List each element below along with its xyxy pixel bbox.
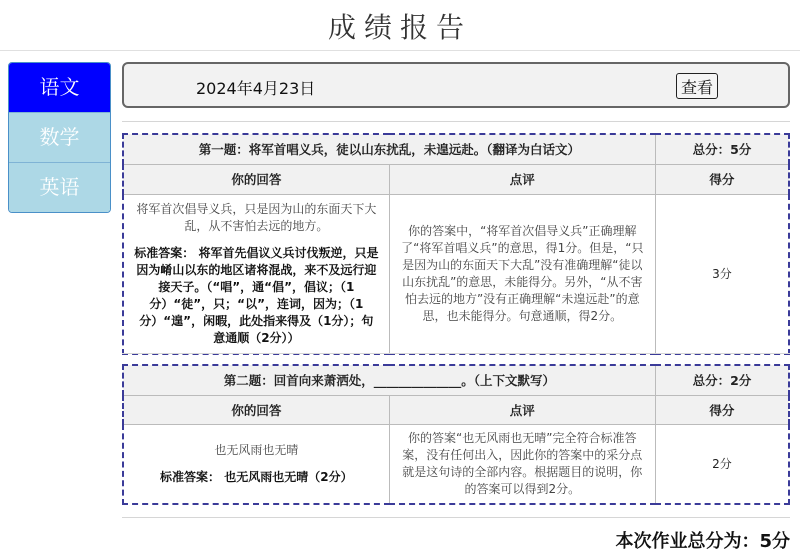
sidebar-item-chinese[interactable]: 语文 [9,63,110,113]
standard-answer-text: 也无风雨也无晴（2分） [224,469,353,484]
comment-cell: 你的答案“也无风雨也无晴”完全符合标准答案，没有任何出入，因此你的答案中的采分点就是这句诗的全部内容。根据题目的说明，你的答案可以得到2分。 [389,424,655,504]
date-bar [122,62,790,108]
divider [122,353,790,354]
column-header-answer: 你的回答 [123,164,389,194]
date-display: 2024年4月23日 [196,79,316,98]
question-total: 总分：2分 [655,365,789,395]
question-total: 总分：5分 [655,134,789,164]
column-header-comment: 点评 [389,164,655,194]
page-title: 成绩报告 [327,11,472,44]
score-cell: 3分 [655,194,789,354]
standard-answer [134,245,379,347]
question-card-2 [122,364,790,505]
column-header-answer: 你的回答 [123,395,389,424]
question-title: 第一题：将军首唱义兵，徒以山东扰乱，未遑远赴。（翻译为白话文） [123,134,655,164]
column-header-comment: 点评 [389,395,655,424]
student-answer: 也无风雨也无晴 [214,442,299,457]
assignment-total-score: 本次作业总分为：5分 [615,531,790,552]
standard-answer-label: 标准答案： [160,469,221,484]
student-answer: 将军首次倡导义兵，只是因为山的东面天下大乱，从不害怕去远的地方。 [136,201,377,233]
view-button[interactable]: 查看 [676,73,718,99]
sidebar-item-math[interactable]: 数学 [9,113,110,163]
comment-cell: 你的答案中，“将军首次倡导义兵”正确理解了“将军首唱义兵”的意思，得1分。但是，“只是因为山的东面天下大乱”没有准确理解“徒以山东扰乱”的意思，未能得分。另外，“从不害怕去远的地方”没有正确理解“未遑远赴”的意思，也未能得分。句意通顺，得2分。 [389,194,655,354]
standard-answer-label: 标准答案： [134,245,195,260]
standard-answer-text: 将军首先倡议义兵讨伐叛逆，只是因为崤山以东的地区诸将混战，来不及远行迎接天子。（“唱”，通“倡”，倡议；（1分）“徒”，只；“以”，连词，因为；（1分）“遑”，闲暇，此处指来得及（1分）；句意通顺（2分）） [136,245,379,345]
sidebar-item-english[interactable]: 英语 [9,163,110,212]
score-cell: 2分 [655,424,789,504]
question-card-1 [122,133,790,355]
divider [122,121,790,122]
column-header-score: 得分 [655,395,789,424]
subject-sidebar [8,62,111,213]
question-title: 第二题：回首向来萧洒处，______________。（上下文默写） [123,365,655,395]
standard-answer [134,469,379,486]
title-divider [0,50,800,51]
answer-cell [123,424,389,504]
divider [122,517,790,518]
answer-cell [123,194,389,354]
column-header-score: 得分 [655,164,789,194]
